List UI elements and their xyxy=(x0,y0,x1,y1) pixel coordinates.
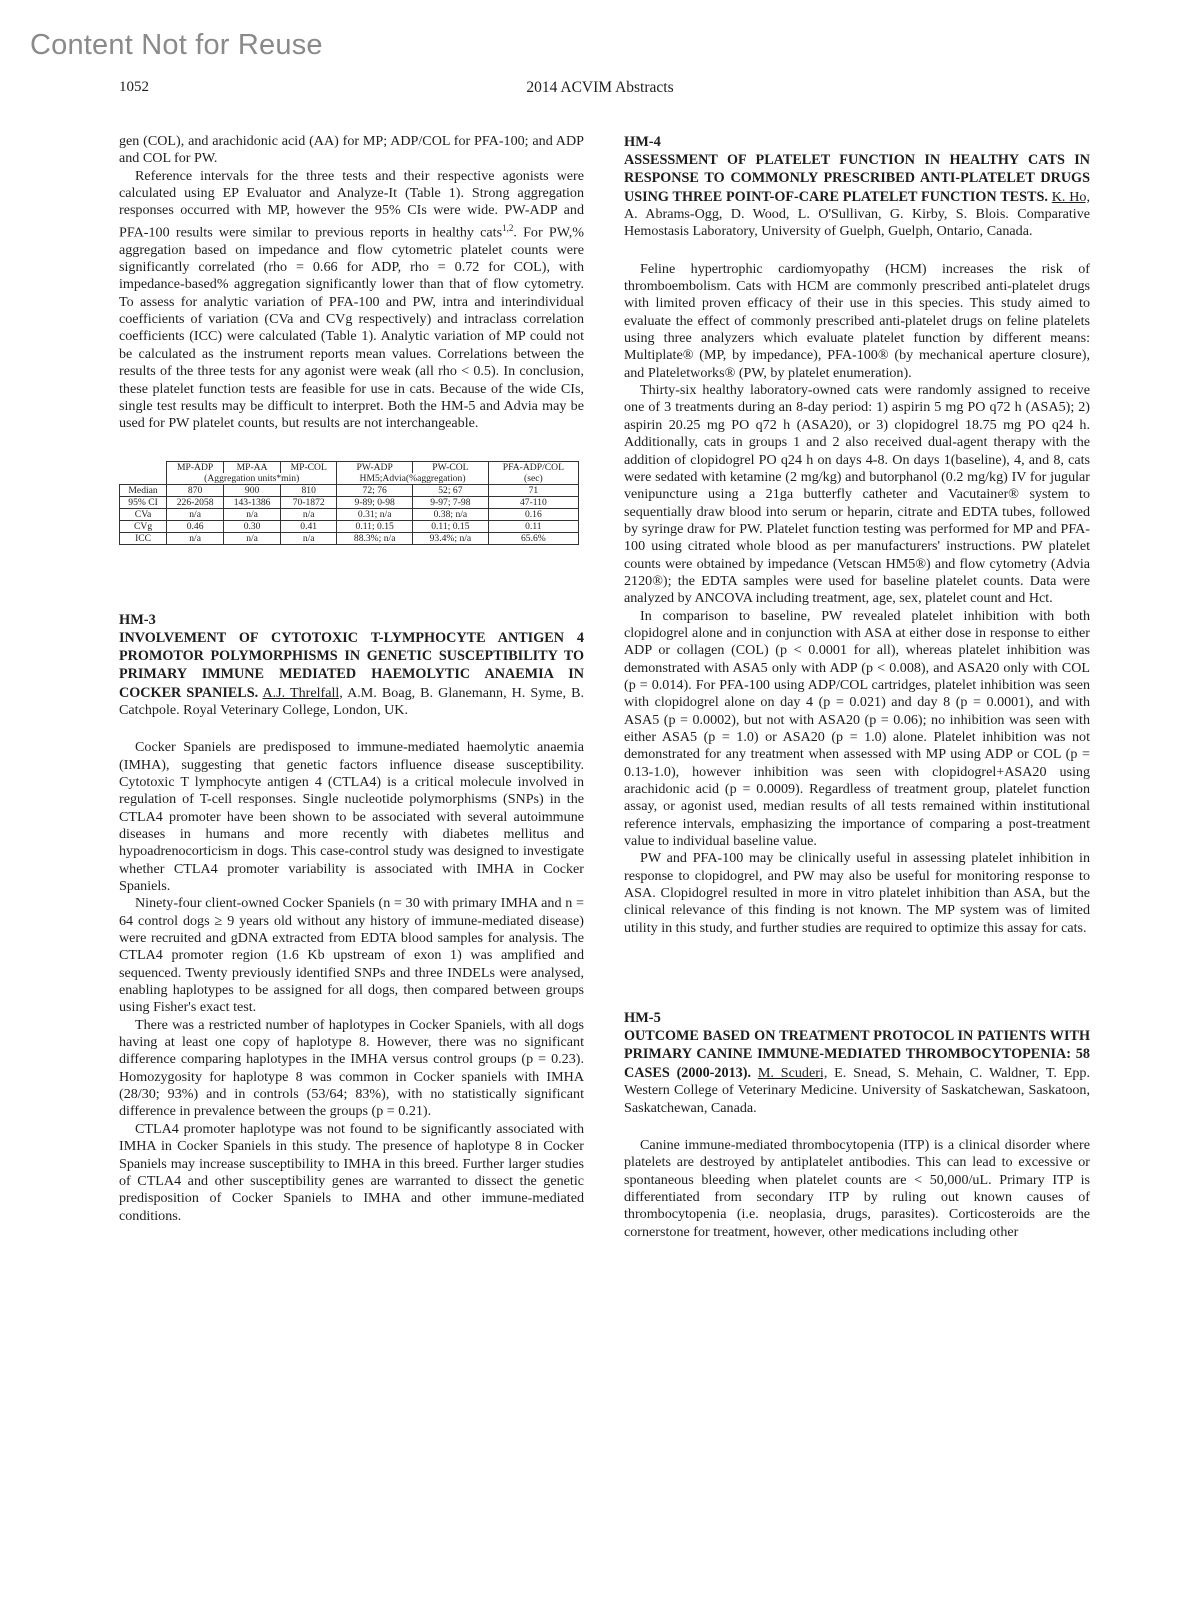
table-cell: n/a xyxy=(167,508,224,520)
paragraph: Canine immune-mediated thrombocytopenia (ITP) is a clinical disorder where platelets are destroyed by antiplatelet antibodies. This can lead to excessive or spontaneous bleeding when platelet counts are < 50,000/uL. Primary ITP is differentiated from secondary ITP by ruling out known causes of thrombocytopenia (i.e. neoplasia, drugs, parasites). Corticosteroids are the cornerstone for treatment, however, other medications including other xyxy=(624,1136,1090,1240)
abstract-heading xyxy=(119,629,584,720)
presenting-author: M. Scuderi, xyxy=(757,1064,828,1081)
table-row xyxy=(120,532,579,544)
presenting-author: K. Ho, xyxy=(1051,188,1090,205)
table-header: PFA-ADP/COL xyxy=(488,461,578,473)
table-header xyxy=(120,461,167,473)
abstract-heading xyxy=(624,1027,1090,1117)
paragraph: CTLA4 promoter haplotype was not found to be significantly associated with IMHA in Cocker Spaniels in this study. The presence of haplotype 8 in Cocker Spaniels may increase susceptibility to IMHA in this breed. Further larger studies of CTLA4 and other susceptibility genes are warranted to dissect the genetic predisposition of Cocker Spaniels to IMHA and other immune-mediated conditions. xyxy=(119,1120,584,1224)
table-cell: 52; 67 xyxy=(413,484,489,496)
paragraph: In comparison to baseline, PW revealed platelet inhibition with both clopidogrel alone and in conjunction with ASA at either dose in response to either ADP or collagen (COL) (p < 0.0001 for all), whereas platelet inhibition was demonstrated with ASA5 only with ADP (p < 0.008), and ASA20 only with COL (p = 0.014). For PFA-100 using ADP/COL cartridges, platelet inhibition was seen with clopidogrel alone on day 4 (p = 0.021) and day 8 (p = 0.0001), and with ASA5 (p = 0.0002), but not with ASA20 (p = 0.06); no inhibition was seen with either ASA5 (p = 1.0) or ASA20 (p = 1.0) alone. Platelet inhibition was not demonstrated for any treatment when assessed with MP using ADP or COL (p = 0.13-1.0), however inhibition was seen with clopidogrel+ASA20 using arachidonic acid (p = 0.0009). Regardless of treatment group, platelet function assay, or agonist used, median results of all tests remained within institutional reference intervals, emphasizing the importance of comparing a post-treatment value to individual baseline value. xyxy=(624,607,1090,850)
table-cell: n/a xyxy=(224,508,281,520)
table-cell: 47-110 xyxy=(488,496,578,508)
table-row xyxy=(120,520,579,532)
table-cell: 226-2058 xyxy=(167,496,224,508)
table-header: MP-AA xyxy=(224,461,281,473)
abstract-heading xyxy=(624,151,1090,241)
table-cell: 0.30 xyxy=(224,520,281,532)
table-cell: 93.4%; n/a xyxy=(413,532,489,544)
abstract-hm5 xyxy=(624,1009,1090,1241)
table-cell: Median xyxy=(120,484,167,496)
data-table xyxy=(119,461,579,545)
table-cell: 65.6% xyxy=(488,532,578,544)
table-cell: 71 xyxy=(488,484,578,496)
watermark: Content Not for Reuse xyxy=(30,29,323,61)
abstract-hm3 xyxy=(119,611,584,1225)
page-number: 1052 xyxy=(119,79,149,95)
table-cell: ICC xyxy=(120,532,167,544)
paragraph: Reference intervals for the three tests and their respective agonists were calculated using EP Evaluator and Analyze-It (Table 1). Strong aggregation responses occurred with MP, however the 95% CIs were wide. PW-ADP and PFA-100 results were similar to previous reports in healthy cats$^{1,2}$. For PW,% aggregation based on impedance and flow cytometric platelet counts were significantly correlated (rho = 0.66 for ADP, rho = 0.72 for COL), with impedance-based% aggregation significantly lower than that of flow cytometry. To assess for analytic variation of PFA-100 and PW, intra and interindividual coefficients of variation (CVa and CVg respectively) and intraclass correlation coefficients (ICC) were calculated (Table 1). Analytic variation of MP could not be calculated as the instrument reports mean values. Correlations between the results of the three tests for any agonist were weak (all rho < 0.5). In conclusion, these platelet function tests are feasible for use in cats. Because of the wide CIs, single test results may be difficult to interpret. Both the HM-5 and Advia may be used for PW platelet counts, but results are not interchangeable. xyxy=(119,167,584,432)
table-cell: 88.3%; n/a xyxy=(337,532,413,544)
table-subheader-row xyxy=(120,473,579,485)
running-head: 2014 ACVIM Abstracts xyxy=(526,79,674,96)
table-cell: 0.16 xyxy=(488,508,578,520)
table-cell: n/a xyxy=(224,532,281,544)
table-cell: 72; 76 xyxy=(337,484,413,496)
table-cell: 0.11; 0.15 xyxy=(337,520,413,532)
presenting-author: A.J. Threlfall, xyxy=(262,684,343,701)
table-row xyxy=(120,508,579,520)
author-list: A. Abrams-Ogg, D. Wood, L. O'Sullivan, G. Kirby, S. Blois. Comparative Hemostasis Laboratory, University of Guelph, Guelph, Ontario, Canada. xyxy=(624,206,1090,240)
table-cell: n/a xyxy=(281,508,337,520)
table-cell: 900 xyxy=(224,484,281,496)
table-subheader: (Aggregation units*min) xyxy=(167,473,337,485)
paragraph: PW and PFA-100 may be clinically useful in assessing platelet inhibition in response to clopidogrel, and PW may also be useful for monitoring response to ASA. Clopidogrel resulted in more in vitro platelet inhibition than ASA, but the clinical relevance of this finding is not known. The MP system was of limited utility in this study, and further studies are required to optimize this assay for cats. xyxy=(624,850,1090,936)
table-cell: n/a xyxy=(281,532,337,544)
table-header: MP-COL xyxy=(281,461,337,473)
abstract-id: HM-4 xyxy=(624,134,661,150)
abstract-hm4 xyxy=(624,133,1090,937)
abstract-id: HM-3 xyxy=(119,611,156,628)
table-subheader: (sec) xyxy=(488,473,578,485)
abstract-title: OUTCOME BASED ON TREATMENT PROTOCOL IN PATIENTS WITH PRIMARY CANINE IMMUNE-MEDIATED THROMBOCYTOPENIA: 58 CASES (2000-2013). xyxy=(624,1028,1090,1081)
table-header-row xyxy=(120,461,579,473)
table-subheader: HM5;Advia(%aggregation) xyxy=(337,473,488,485)
abstract-id: HM-5 xyxy=(624,1010,661,1027)
paragraph: Feline hypertrophic cardiomyopathy (HCM) increases the risk of thromboembolism. Cats with HCM are commonly prescribed anti-platelet drugs with limited proven efficacy of their use in this species. This study aimed to evaluate the effect of commonly prescribed anti-platelet drugs on feline platelets using three analyzers which evaluate platelet function by different means: Multiplate® (MP, by impedance), PFA-100® (by mechanical aperture closure), and Plateletworks® (PW, by platelet enumeration). xyxy=(624,260,1090,381)
table-cell: 9-89; 0-98 xyxy=(337,496,413,508)
table-cell: CVg xyxy=(120,520,167,532)
table-cell: 870 xyxy=(167,484,224,496)
table-cell: 810 xyxy=(281,484,337,496)
table-cell xyxy=(120,473,167,485)
left-column xyxy=(119,133,584,1225)
paragraph: Thirty-six healthy laboratory-owned cats were randomly assigned to receive one of 3 treatments during an 8-day period: 1) aspirin 5 mg PO q72 h (ASA5); 2) aspirin 20.25 mg PO q72 h (ASA20), or 3) clopidogrel 18.75 mg PO q24 h. Additionally, cats in groups 1 and 2 also received dual-agent therapy with the addition of clopidogrel PO q24 h on days 4-8. On days 1(baseline), 4, and 8, cats were sedated with ketamine (2 mg/kg) and butorphanol (0.2 mg/kg) IV for jugular venipuncture using a 21ga butterfly catheter and Vacutainer® system to sequentially draw blood into serum or heparin, citrate and EDTA tubes, followed by syringe draw for PW. Platelet function testing was performed for MP and PFA-100 using citrated whole blood as per manufacturers' instructions. PW platelet counts were obtained by impedance (Vetscan HM5®) and flow cytometry (Advia 2120®); the EDTA samples were used for baseline platelet counts. Data were analyzed by ANCOVA including treatment, age, sex, platelet count and Hct. xyxy=(624,382,1090,607)
table-cell: 0.11; 0.15 xyxy=(413,520,489,532)
table-cell: 143-1386 xyxy=(224,496,281,508)
abstract-title: INVOLVEMENT OF CYTOTOXIC T-LYMPHOCYTE ANTIGEN 4 PROMOTOR POLYMORPHISMS IN GENETIC SUSCEPTIBILITY TO PRIMARY IMMUNE MEDIATED HAEMOLYTIC ANAEMIA IN COCKER SPANIELS. xyxy=(119,629,584,701)
table-cell: 0.38; n/a xyxy=(413,508,489,520)
paragraph: Cocker Spaniels are predisposed to immune-mediated haemolytic anaemia (IMHA), suggesting that genetic factors influence disease susceptibility. Cytotoxic T lymphocyte antigen 4 (CTLA4) is a critical molecule involved in regulation of T-cell responses. Single nucleotide polymorphisms (SNPs) in the CTLA4 promoter have been shown to be associated with several autoimmune diseases in humans and more recently with diabetes mellitus and hypoadrenocorticism in dogs. This case-control study was designed to investigate whether CTLA4 promoter variability is associated with IMHA in Cocker Spaniels. xyxy=(119,739,584,894)
table-cell: 0.41 xyxy=(281,520,337,532)
table-cell: 95% CI xyxy=(120,496,167,508)
table-row xyxy=(120,484,579,496)
table-cell: CVa xyxy=(120,508,167,520)
right-column xyxy=(624,133,1090,1241)
table-cell: 9-97; 7-98 xyxy=(413,496,489,508)
author-list: E. Snead, S. Mehain, C. Waldner, T. Epp. Western College of Veterinary Medicine. University of Saskatchewan, Saskatoon, Saskatchewan, Canada. xyxy=(624,1064,1091,1116)
table-cell: 0.31; n/a xyxy=(337,508,413,520)
paragraph: gen (COL), and arachidonic acid (AA) for MP; ADP/COL for PFA-100; and ADP and COL for PW. xyxy=(119,133,584,167)
table-row xyxy=(120,496,579,508)
author-list: A.M. Boag, B. Glanemann, H. Syme, B. Catchpole. Royal Veterinary College, London, UK. xyxy=(119,684,584,718)
table-header: MP-ADP xyxy=(167,461,224,473)
table-cell: 0.11 xyxy=(488,520,578,532)
table-header: PW-COL xyxy=(413,461,489,473)
paragraph: There was a restricted number of haplotypes in Cocker Spaniels, with all dogs having at least one copy of haplotype 8. However, there was no significant difference comparing haplotypes in the IMHA versus control groups (p = 0.23). Homozygosity for haplotype 8 was common in Cocker spaniels with IMHA (28/30; 93%) and in controls (53/64; 83%), with no statistically significant difference in prevalence between the groups (p = 0.21). xyxy=(119,1016,584,1120)
table-cell: n/a xyxy=(167,532,224,544)
paragraph: Ninety-four client-owned Cocker Spaniels (n = 30 with primary IMHA and n = 64 control dogs ≥ 9 years old without any history of immune-mediated disease) were recruited and gDNA extracted from EDTA blood samples for analysis. The CTLA4 promoter region (1.6 Kb upstream of exon 1) was amplified and sequenced. Twenty previously identified SNPs and three INDELs were analysed, enabling haplotypes to be assigned for all dogs, then compared between groups using Fisher's exact test. xyxy=(119,895,584,1016)
table-cell: 0.46 xyxy=(167,520,224,532)
abstract-title: ASSESSMENT OF PLATELET FUNCTION IN HEALTHY CATS IN RESPONSE TO COMMONLY PRESCRIBED ANTI-PLATELET DRUGS USING THREE POINT-OF-CARE PLATELET FUNCTION TESTS. xyxy=(624,152,1090,205)
table-cell: 70-1872 xyxy=(281,496,337,508)
table-header: PW-ADP xyxy=(337,461,413,473)
